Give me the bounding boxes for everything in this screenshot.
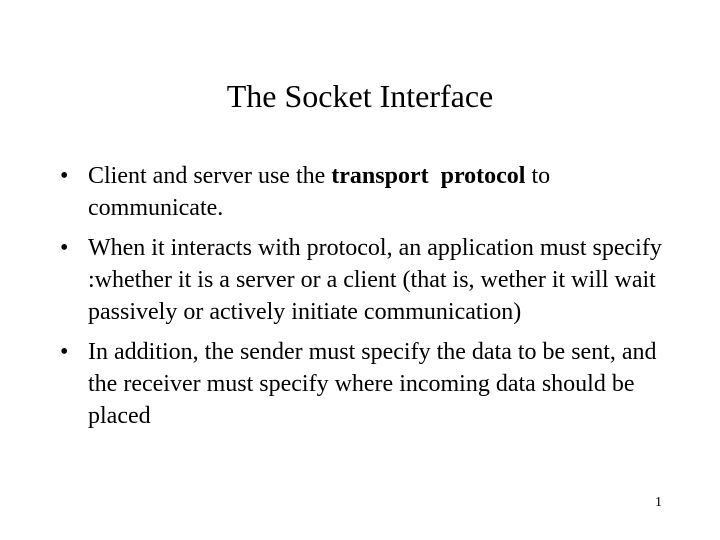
bullet-item (58, 232, 668, 328)
bullet-icon: • (60, 163, 69, 189)
page-number: 1 (655, 495, 662, 510)
bullet-item (58, 336, 668, 432)
slide-title: The Socket Interface (226, 78, 494, 114)
bullet-text: to communicate. (88, 163, 551, 221)
bullet-icon: • (60, 235, 69, 261)
bullet-icon: • (60, 339, 69, 365)
bullet-text: In addition, the sender must specify the data to be sent, and the receiver must specify where incoming data should be placed (88, 339, 657, 429)
bullet-list (58, 160, 668, 440)
bullet-emphasis: transport protocol (331, 163, 526, 189)
bullet-text: When it interacts with protocol, an application must specify :whether it is a server or a client (that is, wether it will wait passively or actively initiate communication) (88, 235, 662, 325)
bullet-text: Client and server use the (88, 163, 332, 189)
bullet-item (58, 160, 668, 224)
